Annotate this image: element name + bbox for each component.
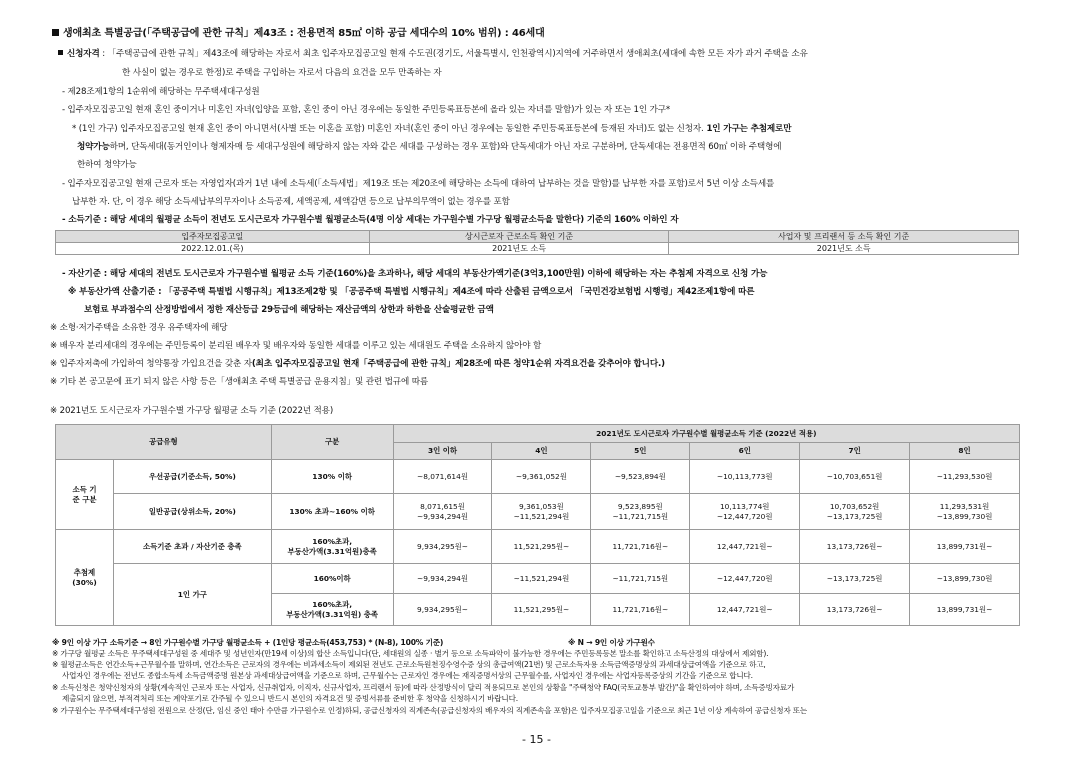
qualification-line-2: 한 사실이 없는 경우로 한정)로 주택을 구입하는 자로서 다음의 요건을 모두 만족하는 자 xyxy=(122,68,442,78)
table-cell: ~12,447,720원 xyxy=(690,564,800,594)
header-persons: 4인 xyxy=(492,443,591,460)
asset-calc-note: ※ 부동산가액 산출기준 : 「공공주택 특별법 시행규칙」제13조제2항 및 「공공주택 특별법 시행규칙」제4조에 따라 산출된 금액으로서 「국민건강보험법 시행령」제42조제1항에 따른 xyxy=(68,287,755,297)
table-cell: 12,447,721원~ xyxy=(690,530,800,564)
header-cell: 입주자모집공고일 xyxy=(56,231,370,243)
footnote-n: ※ N → 9인 이상 가구원수 xyxy=(568,638,655,647)
table-cell: 11,293,531원 ~13,899,730원 xyxy=(910,494,1020,530)
table-cell: ~13,173,725원 xyxy=(800,564,910,594)
row-label: 일반공급(상위소득, 20%) xyxy=(113,494,271,530)
row-label: 1인 가구 xyxy=(113,564,271,626)
table-cell: 11,721,716원~ xyxy=(591,530,690,564)
condition-single-household: * (1인 가구) 입주자모집공고일 현재 혼인 중이 아니면서(사별 또는 이혼을 포함) 미혼인 자녀(혼인 중이 아닌 경우에는 동일한 주민등록표등본에 등재된 자녀)도 없는 신청자. 1인 가구는 추첨제로만 xyxy=(72,124,792,134)
table-cell: ~8,071,614원 xyxy=(393,460,492,494)
note-small-house: ※ 소형·저가주택을 소유한 경우 유주택자에 해당 xyxy=(50,323,228,333)
table-cell: ~10,703,651원 xyxy=(800,460,910,494)
note-savings: ※ 입주자저축에 가입하여 청약통장 가입요건을 갖춘 자(최초 입주자모집공고일 현재「주택공급에 관한 규칙」제28조에 따른 청약1순위 자격요건을 갖추어야 합니다.) xyxy=(50,359,665,369)
row-label: 소득기준 초과 / 자산기준 충족 xyxy=(113,530,271,564)
footnote-9-persons: ※ 9인 이상 가구 소득기준 → 8인 가구원수별 가구당 월평균소득 + (1인당 평균소득(453,753) * (N-8), 100% 기준) xyxy=(52,638,444,647)
income-criteria: - 소득기준 : 해당 세대의 월평균 소득이 전년도 도시근로자 가구원수별 월평균소득(4명 이상 세대는 가구원수별 가구당 월평균소득을 말한다) 기준의 160% 이하인 자 xyxy=(62,215,679,225)
table-cell: 9,523,895원 ~11,721,715원 xyxy=(591,494,690,530)
table-cell: 13,899,731원~ xyxy=(910,530,1020,564)
table-cell: ~9,361,052원 xyxy=(492,460,591,494)
table-cell: 10,113,774원 ~12,447,720원 xyxy=(690,494,800,530)
note-spouse: ※ 배우자 분리세대의 경우에는 주민등록이 분리된 배우자 및 배우자와 동일한 세대를 이루고 있는 세대원도 주택을 소유하지 않아야 함 xyxy=(50,341,542,351)
row-type: 160%이하 xyxy=(271,564,393,594)
row-type: 130% 이하 xyxy=(271,460,393,494)
table-header-row xyxy=(56,231,1019,243)
row-label: 우선공급(기준소득, 50%) xyxy=(113,460,271,494)
header-supply-type: 공급유형 xyxy=(56,425,272,460)
table-cell: 2022.12.01.(목) xyxy=(56,243,370,255)
section-heading: 생애최초 특별공급(「주택공급에 관한 규칙」제43조 : 전용면적 85㎡ 이하 공급 세대수의 10% 범위) : 46세대 xyxy=(52,28,545,40)
row-type: 160%초과, 부동산가액(3.31억원)충족 xyxy=(271,530,393,564)
table-cell: ~11,521,294원 xyxy=(492,564,591,594)
table-row xyxy=(56,564,1020,594)
table-cell: 9,361,053원 ~11,521,294원 xyxy=(492,494,591,530)
table-cell: ~11,293,530원 xyxy=(910,460,1020,494)
header-persons: 8인 xyxy=(910,443,1020,460)
income-standard-table xyxy=(55,424,1020,626)
condition-tax: - 입주자모집공고일 현재 근로자 또는 자영업자(과거 1년 내에 소득세(「소득세법」제19조 또는 제20조에 해당하는 소득에 대하여 납부하는 것을 말함)를 납부한 자를 포함)로서 5년 이상 소득세를 xyxy=(62,179,775,189)
note-other: ※ 기타 본 공고문에 표기 되지 않은 사항 등은「생애최초 주택 특별공급 운용지침」및 관련 법규에 따름 xyxy=(50,377,428,387)
footnote-household-income: ※ 가구당 월평균 소득은 무주택세대구성원 중 세대주 및 성년인자(만19세 이상)의 합산 소득입니다(단, 세대원의 실종 · 별거 등으로 소득파악이 불가능한 경우에는 주민등록등본 말소를 확인하고 소득산정의 대상에서 제외함). xyxy=(52,649,769,658)
table-cell: ~10,113,773원 xyxy=(690,460,800,494)
table-row xyxy=(56,243,1019,255)
table-cell: 2021년도 소득 xyxy=(369,243,669,255)
header-category: 구분 xyxy=(271,425,393,460)
row-type: 130% 초과~160% 이하 xyxy=(271,494,393,530)
condition-1: - 제28조제1항의 1순위에 해당하는 무주택세대구성원 xyxy=(62,87,260,97)
condition-tax-2: 납부한 자. 단, 이 경우 해당 소득세납부의무자이나 소득공제, 세액공제, 세액감면 등으로 납부의무액이 없는 경우를 포함 xyxy=(72,197,510,207)
footnote-income-application: ※ 소득신청은 청약신청자의 상황(계속적인 근로자 또는 사업자, 신규취업자, 이직자, 신규사업자, 프리랜서 등)에 따라 산정방식이 달리 적용되므로 본인의 상황을 "주택청약 FAQ(국토교통부 발간)"을 확인하여야 하며, 소득증빙자료가 xyxy=(52,683,795,692)
table-cell: 2021년도 소득 xyxy=(669,243,1019,255)
asset-calc-note-2: 보험료 부과점수의 산정방법에서 정한 재산등급 29등급에 해당하는 재산금액의 상한과 하한을 산술평균한 금액 xyxy=(84,305,494,315)
table-cell: ~9,934,294원 xyxy=(393,564,492,594)
table-cell: 11,521,295원~ xyxy=(492,530,591,564)
table-cell: 9,934,295원~ xyxy=(393,530,492,564)
table-cell: 12,447,721원~ xyxy=(690,594,800,626)
table-cell: 13,899,731원~ xyxy=(910,594,1020,626)
condition-2: - 입주자모집공고일 현재 혼인 중이거나 미혼인 자녀(입양을 포함, 혼인 중이 아닌 경우에는 동일한 주민등록표등본에 올라 있는 자녀를 말함)가 있는 자 또는 1인 가구* xyxy=(62,105,671,115)
table-row xyxy=(56,460,1020,494)
footnote-monthly-income-2: 사업자인 경우에는 전년도 종합소득세 소득금액증명 원본상 과세대상급여액을 기준으로 하며, 근무월수는 근로자인 경우에는 재직증명서상의 근무월수를, 사업자인 경우에는 사업자등록증상의 기간을 기준으로 합니다. xyxy=(62,671,753,680)
row-category-income: 소득 기준 구분 xyxy=(56,460,114,530)
footnote-income-application-2: 제출되지 않으면, 부적격처리 또는 계약포기로 간주될 수 있으니 반드시 본인의 자격요건 및 증빙서류를 준비한 후 청약을 신청하시기 바랍니다. xyxy=(62,694,518,703)
table-cell: 13,173,726원~ xyxy=(800,594,910,626)
condition-single-household-2: 청약가능하며, 단독세대(동거인이나 형제자매 등 세대구성원에 해당하지 않는 자와 같은 세대를 구성하는 경우 포함)와 단독세대가 아닌 자로 구분하며, 단독세대는 전용면적 60㎡ 이하 주택형에 xyxy=(77,142,782,152)
table-cell: ~13,899,730원 xyxy=(910,564,1020,594)
table-cell: ~11,721,715원 xyxy=(591,564,690,594)
square-bullet-icon xyxy=(58,50,63,55)
header-persons: 7인 xyxy=(800,443,910,460)
income-table-title: ※ 2021년도 도시근로자 가구원수별 가구당 월평균 소득 기준 (2022년 적용) xyxy=(50,406,334,416)
condition-single-household-3: 한하여 청약가능 xyxy=(77,160,137,170)
header-cell: 상시근로자 근로소득 확인 기준 xyxy=(369,231,669,243)
footnote-monthly-income: ※ 월평균소득은 연간소득÷근무월수를 말하며, 연간소득은 근로자의 경우에는 비과세소득이 제외된 전년도 근로소득원천징수영수증 상의 총급여액(21번) 및 근로소득자용 소득금액증명상의 과세대상급여액을 기준으로 하고, xyxy=(52,660,766,669)
footnote-household-members: ※ 가구원수는 무주택세대구성원 전원으로 산정(단, 임신 중인 태아 수만큼 가구원수로 인정)하되, 공급신청자의 직계존속(공급신청자의 배우자의 직계존속을 포함)은 입주자모집공고일을 기준으로 최근 1년 이상 계속하여 공급신청자 또는 xyxy=(52,706,808,715)
table-cell: ~9,523,894원 xyxy=(591,460,690,494)
table-cell: 13,173,726원~ xyxy=(800,530,910,564)
table-cell: 9,934,295원~ xyxy=(393,594,492,626)
header-persons: 6인 xyxy=(690,443,800,460)
row-type: 160%초과, 부동산가액(3.31억원) 충족 xyxy=(271,594,393,626)
table-cell: 8,071,615원 ~9,934,294원 xyxy=(393,494,492,530)
table-cell: 11,521,295원~ xyxy=(492,594,591,626)
table-row xyxy=(56,494,1020,530)
table-row xyxy=(56,530,1020,564)
table-cell: 10,703,652원 ~13,173,725원 xyxy=(800,494,910,530)
income-reference-table xyxy=(55,230,1019,255)
header-cell: 사업자 및 프리랜서 등 소득 확인 기준 xyxy=(669,231,1019,243)
row-category-lottery: 추첨제 (30%) xyxy=(56,530,114,626)
page-number: - 15 - xyxy=(522,733,551,746)
header-income-group: 2021년도 도시근로자 가구원수별 월평균소득 기준 (2022년 적용) xyxy=(393,425,1019,443)
header-persons: 3인 이하 xyxy=(393,443,492,460)
asset-criteria: - 자산기준 : 해당 세대의 전년도 도시근로자 가구원수별 월평균 소득 기준(160%)을 초과하나, 해당 세대의 부동산가액기준(3억3,100만원) 이하에 해당하는 자는 추첨제 자격으로 신청 가능 xyxy=(62,269,768,279)
table-cell: 11,721,716원~ xyxy=(591,594,690,626)
square-bullet-icon xyxy=(52,29,59,36)
qualification-line: 신청자격 : 「주택공급에 관한 규칙」제43조에 해당하는 자로서 최초 입주자모집공고일 현재 수도권(경기도, 서울특별시, 인천광역시)지역에 거주하면서 생애최초(세대에 속한 모든 자가 과거 주택을 소유 xyxy=(58,48,808,60)
header-persons: 5인 xyxy=(591,443,690,460)
